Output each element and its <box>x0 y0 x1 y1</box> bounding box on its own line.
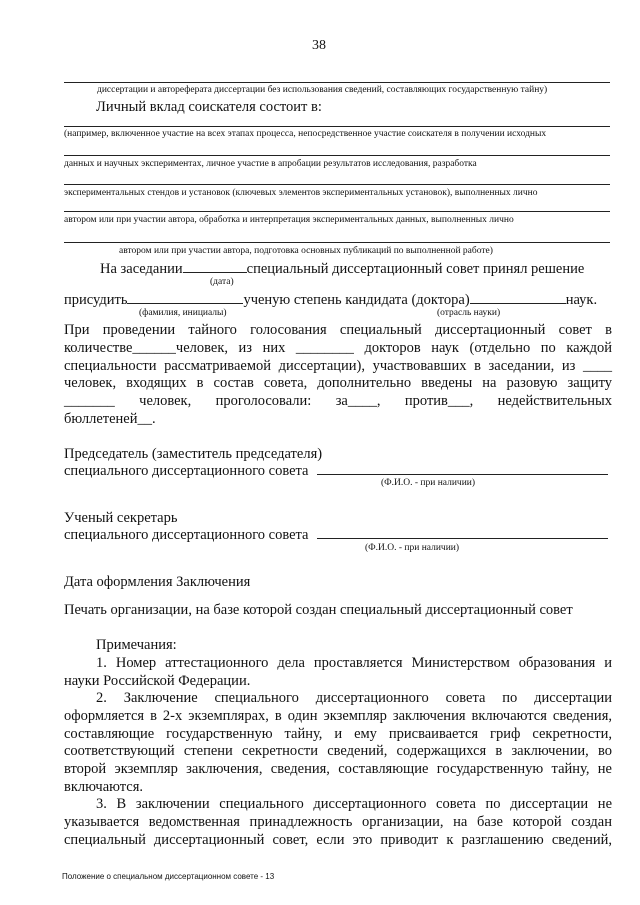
secretary-title: Ученый секретарь <box>64 510 178 526</box>
voting-line: человек, входящих в состав совета, дополнительно введены на разовую защиту <box>64 375 612 391</box>
rule-line <box>64 155 610 156</box>
voting-line: При проведении тайного голосования специальный диссертационный совет в <box>64 322 612 338</box>
secretary-signature-line[interactable] <box>317 538 608 539</box>
note-1-line: 1. Номер аттестационного дела проставляется Министерством образования и <box>96 655 612 671</box>
note-2-line: оформляется в 2-х экземплярах, в один экземпляр заключения включаются сведения, <box>64 708 612 724</box>
voting-line: _______ человек, проголосовали: за____, против___, недействительных <box>64 393 612 409</box>
name-blank[interactable] <box>127 290 243 304</box>
note-2-line: второй экземпляр заключения, сведения, составляющие государственную тайну, не <box>64 761 612 777</box>
note-3-line: 3. В заключении специального диссертационного совета по диссертации не <box>96 796 612 812</box>
top-caption: диссертации и автореферата диссертации без использования сведений, составляющих государственную тайну) <box>97 85 548 95</box>
note-3-line: специальный диссертационный совет, если это приводит к разглашению сведений, <box>64 832 612 848</box>
award-middle: ученую степень кандидата (доктора) <box>243 292 470 308</box>
meeting-prefix: На заседании <box>100 261 183 277</box>
branch-caption: (отрасль науки) <box>437 308 501 318</box>
rule-line <box>64 242 610 243</box>
name-caption: (фамилия, инициалы) <box>139 308 227 318</box>
notes-heading: Примечания: <box>96 637 177 653</box>
page-number: 38 <box>312 38 326 53</box>
note-1-line: науки Российской Федерации. <box>64 673 251 689</box>
note-2-line: соответствующий степени секретности сведений, содержащихся в заключении, во <box>64 743 612 759</box>
contribution-heading: Личный вклад соискателя состоит в: <box>96 99 322 115</box>
chair-caption: (Ф.И.О. - при наличии) <box>381 478 476 488</box>
rule-line <box>64 184 610 185</box>
branch-blank[interactable] <box>470 290 566 304</box>
contribution-caption: экспериментальных стендов и установок (ключевых элементов экспериментальных установок), выполненных лично <box>64 188 538 198</box>
meeting-line <box>100 259 584 278</box>
note-3-line: указывается ведомственная принадлежность организации, на базе которой создан <box>64 814 612 830</box>
note-2-line: включаются. <box>64 779 144 795</box>
organization-seal: Печать организации, на базе которой создан специальный диссертационный совет <box>64 602 573 618</box>
contribution-caption: данных и научных экспериментах, личное участие в апробации результатов исследования, разработка <box>64 159 477 169</box>
contribution-caption: (например, включенное участие на всех этапах процесса, непосредственное участие соискателя в получении исходных <box>64 129 547 139</box>
award-prefix: присудить <box>64 292 128 308</box>
note-2-line: составляющие государственную тайну, и ему присваивается гриф секретности, <box>64 726 612 742</box>
date-caption: (дата) <box>210 277 234 287</box>
chair-signature-line[interactable] <box>317 474 608 475</box>
secretary-council: специального диссертационного совета <box>64 527 309 543</box>
rule-line <box>64 211 610 212</box>
contribution-caption: автором или при участии автора, обработка и интерпретация экспериментальных данных, выполненных лично <box>64 215 514 225</box>
contribution-caption: автором или при участии автора, подготовка основных публикаций по выполненной работе) <box>119 246 493 256</box>
voting-line: бюллетеней__. <box>64 411 156 427</box>
secretary-caption: (Ф.И.О. - при наличии) <box>365 543 460 553</box>
rule-line <box>64 126 610 127</box>
award-suffix: наук. <box>565 292 598 308</box>
chair-title: Председатель (заместитель председателя) <box>64 446 323 462</box>
note-2-line: 2. Заключение специального диссертационного совета по диссертации <box>96 690 612 706</box>
rule-line <box>64 82 610 83</box>
meeting-suffix: специальный диссертационный совет принял решение <box>246 261 585 277</box>
chair-council: специального диссертационного совета <box>64 463 309 479</box>
page-footer: Положение о специальном диссертационном совете - 13 <box>62 872 275 881</box>
voting-line: количестве______человек, из них ________ докторов наук (отдельно по каждой <box>64 340 612 356</box>
conclusion-date: Дата оформления Заключения <box>64 574 251 590</box>
voting-line: специальности рассматриваемой диссертации), участвовавших в заседании, из ____ <box>64 358 612 374</box>
date-blank[interactable] <box>183 259 247 273</box>
